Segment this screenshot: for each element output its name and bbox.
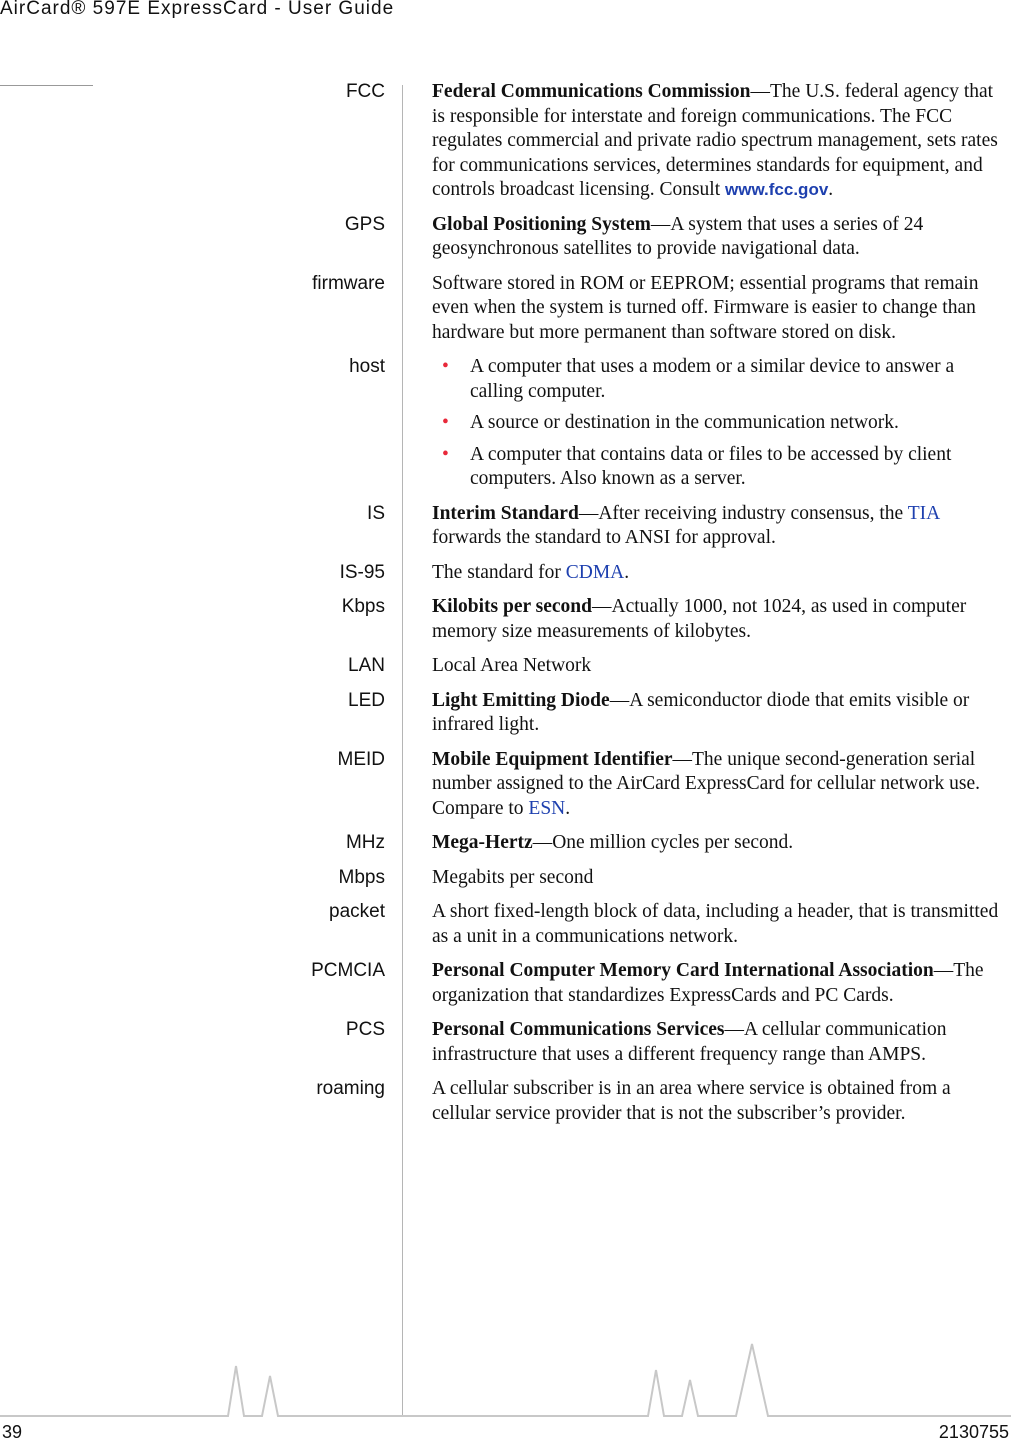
term-expansion: Light Emitting Diode <box>432 689 610 711</box>
glossary-term: IS-95 <box>339 561 385 583</box>
list-item <box>432 411 1008 436</box>
glossary-entry-mbps <box>0 866 1011 891</box>
glossary-term: firmware <box>312 272 385 294</box>
em-dash: — <box>672 748 693 770</box>
glossary-definition <box>432 80 1008 203</box>
glossary-definition: Software stored in ROM or EEPROM; essential programs that remain even when the system is turned off. Firmware is easier to change than hardware but more permanent than software stored on disk. <box>432 272 979 343</box>
page-number: 39 <box>2 1422 23 1442</box>
glossary-entry-pcs <box>0 1018 1011 1067</box>
em-dash: — <box>650 213 671 235</box>
cdma-link[interactable]: CDMA <box>565 561 625 583</box>
definition-text: Actually 1000, not 1024, as used in computer memory size measurements of kilobytes. <box>432 596 967 642</box>
definition-text-end: . <box>828 179 834 200</box>
definition-text: The unique second-generation serial number assigned to the AirCard ExpressCard for cellular network use. Compare to <box>432 748 981 819</box>
glossary-entry-firmware <box>0 272 1011 346</box>
definition-text: A cellular communication infrastructure that uses a different frequency range than AMPS. <box>432 1019 947 1065</box>
glossary-term: PCMCIA <box>311 960 385 981</box>
tia-link[interactable]: TIA <box>907 502 940 524</box>
glossary-term: LAN <box>348 655 385 676</box>
footer-wave-line <box>0 1344 1011 1416</box>
glossary-term: Mbps <box>338 866 385 888</box>
glossary-definition <box>432 213 1008 262</box>
list-item-text: A computer that contains data or files to be accessed by client computers. Also known as a server. <box>470 443 952 489</box>
em-dash: — <box>609 689 630 711</box>
glossary-entry-fcc <box>0 80 1011 203</box>
glossary-definition <box>432 1018 1008 1067</box>
glossary-entry-is95 <box>0 561 1011 586</box>
term-expansion: Mega-Hertz <box>432 832 533 853</box>
glossary-entry-mhz <box>0 831 1011 856</box>
glossary-definition <box>432 355 1008 492</box>
definition-text: One million cycles per second. <box>552 832 794 853</box>
glossary-entry-gps <box>0 213 1011 262</box>
glossary-term: PCS <box>345 1019 385 1040</box>
em-dash: — <box>592 596 612 617</box>
definition-text: The organization that standardizes ExpressCards and PC Cards. <box>432 960 984 1006</box>
glossary-definition <box>432 502 1008 551</box>
em-dash: — <box>532 832 553 853</box>
glossary-entry-lan <box>0 654 1011 679</box>
definition-text: The U.S. federal agency that is responsible for interstate and foreign communications. The FCC regulates commercial and private radio spectrum management, sets rates for communications services, determines standards for equipment, and controls broadcast licensing. Consult <box>432 81 998 200</box>
glossary-definition <box>432 689 1008 738</box>
term-expansion: Global Positioning System <box>432 213 651 235</box>
term-expansion: Personal Computer Memory Card International Association <box>432 960 934 981</box>
glossary-term: host <box>349 356 385 377</box>
definition-text: The standard for <box>432 561 566 583</box>
glossary-list <box>0 80 1011 1136</box>
glossary-definition <box>432 831 1008 856</box>
definition-text-end: . <box>565 797 571 819</box>
list-item <box>432 443 1008 492</box>
glossary-term: packet <box>329 901 385 922</box>
glossary-term: FCC <box>345 81 385 102</box>
list-item-text: A source or destination in the communication network. <box>470 412 899 433</box>
running-header: AirCard® 597E ExpressCard - User Guide <box>0 0 395 19</box>
definition-text: A system that uses a series of 24 geosynchronous satellites to provide navigational data. <box>432 213 924 259</box>
glossary-definition: Local Area Network <box>432 655 592 676</box>
glossary-definition <box>432 561 1008 586</box>
esn-link[interactable]: ESN <box>528 797 566 819</box>
em-dash: — <box>724 1019 744 1040</box>
glossary-entry-pcmcia <box>0 959 1011 1008</box>
em-dash: — <box>933 960 954 981</box>
definition-text: A semiconductor diode that emits visible or infrared light. <box>432 689 970 735</box>
term-expansion: Interim Standard <box>432 502 579 524</box>
glossary-definition <box>432 959 1008 1008</box>
bullet-icon: • <box>442 412 449 433</box>
list-item-text: A computer that uses a modem or a similar device to answer a calling computer. <box>470 356 955 402</box>
definition-text-end: . <box>624 561 630 583</box>
document-number: 2130755 <box>938 1422 1009 1442</box>
glossary-definition: A cellular subscriber is in an area where service is obtained from a cellular service provider that is not the subscriber’s provider. <box>432 1078 951 1124</box>
glossary-entry-led <box>0 689 1011 738</box>
glossary-entry-is <box>0 502 1011 551</box>
em-dash: — <box>578 502 599 524</box>
glossary-term: roaming <box>316 1078 385 1099</box>
glossary-entry-meid <box>0 748 1011 822</box>
term-expansion: Personal Communications Services <box>432 1019 725 1040</box>
fcc-website-link[interactable]: www.fcc.gov <box>725 180 829 199</box>
glossary-entry-kbps <box>0 595 1011 644</box>
glossary-term: Kbps <box>341 596 385 617</box>
list-item <box>432 355 1008 404</box>
bullet-list <box>432 355 1008 492</box>
footer-wave-decoration <box>0 1340 1011 1420</box>
glossary-entry-roaming <box>0 1077 1011 1126</box>
bullet-icon: • <box>442 356 449 377</box>
term-expansion: Kilobits per second <box>432 596 592 617</box>
glossary-definition: Megabits per second <box>432 866 594 888</box>
bullet-icon: • <box>442 443 449 465</box>
glossary-entry-host <box>0 355 1011 492</box>
glossary-definition <box>432 595 1008 644</box>
glossary-term: MEID <box>337 748 385 770</box>
glossary-definition <box>432 748 1008 822</box>
definition-text: After receiving industry consensus, the <box>598 502 908 524</box>
glossary-definition: A short fixed-length block of data, including a header, that is transmitted as a unit in a communications network. <box>432 901 999 947</box>
glossary-term: GPS <box>344 213 385 235</box>
glossary-term: MHz <box>345 832 385 853</box>
em-dash: — <box>750 81 770 102</box>
glossary-term: IS <box>367 502 385 524</box>
definition-text-end: forwards the standard to ANSI for approval. <box>432 527 776 548</box>
glossary-term: LED <box>348 689 385 711</box>
term-expansion: Federal Communications Commission <box>432 81 751 102</box>
glossary-entry-packet <box>0 900 1011 949</box>
term-expansion: Mobile Equipment Identifier <box>432 748 673 770</box>
